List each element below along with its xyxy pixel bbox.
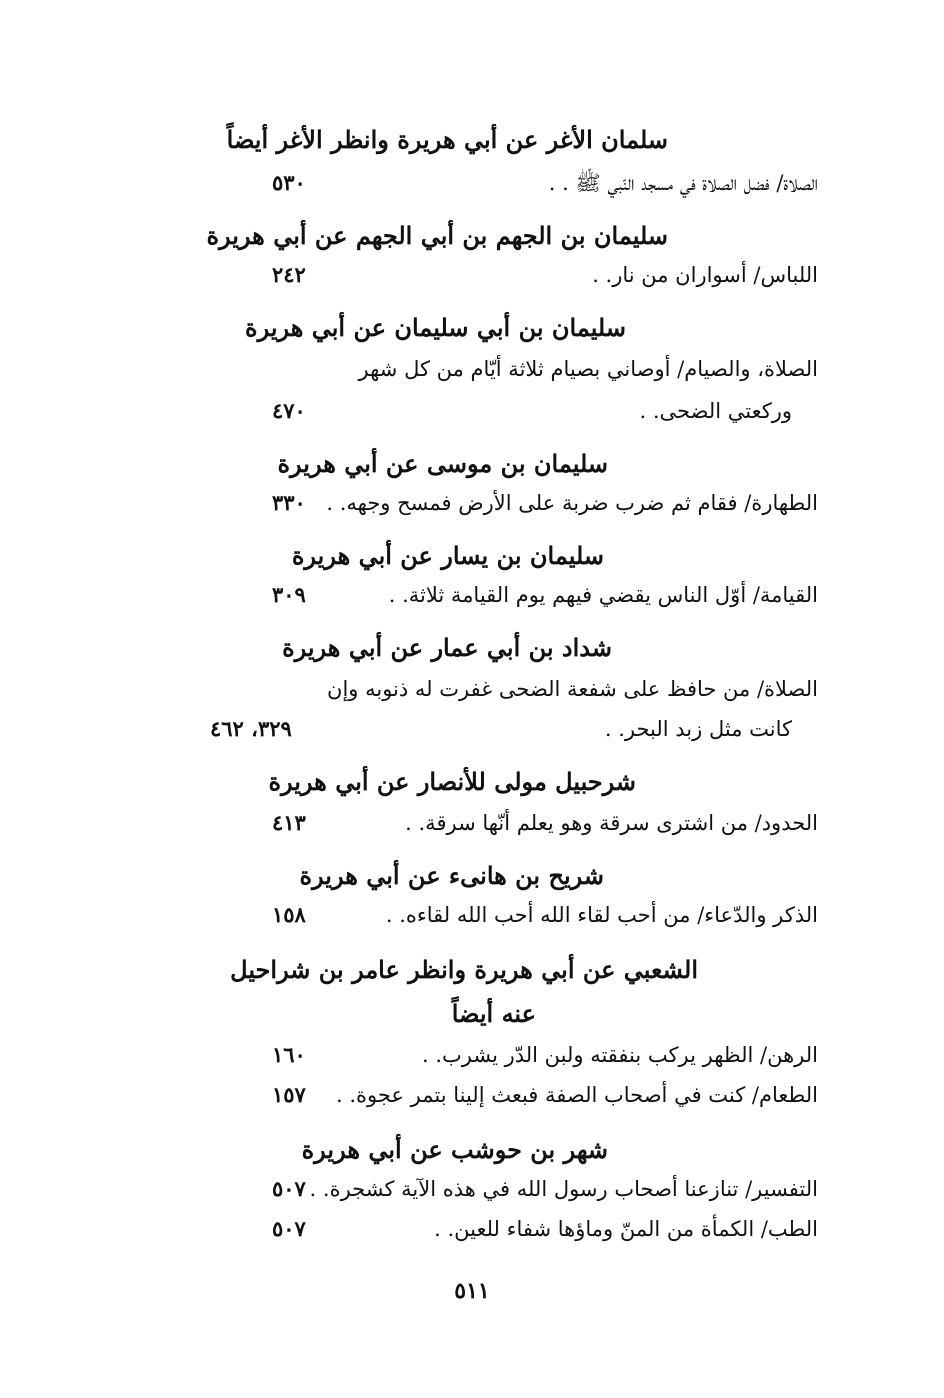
page-reference: ٤٧٠ <box>272 398 306 423</box>
section-heading: شرحبيل مولى للأنصار عن أبي هريرة <box>268 767 636 796</box>
entry-continuation: كانت مثل زبد البحر. . <box>604 717 792 741</box>
entry-text: الحدود/ من اشترى سرقة وهو يعلم أنّها سرقة. . <box>405 811 818 835</box>
entry-text: الطعام/ كنت في أصحاب الصفة فبعث إلينا بتمر عجوة. . <box>336 1083 818 1107</box>
section-heading: سليمان بن الجهم بن أبي الجهم عن أبي هريرة <box>206 221 668 250</box>
page-reference: ٤١٣ <box>272 810 306 835</box>
section-heading: شهر بن حوشب عن أبي هريرة <box>301 1135 608 1164</box>
section-heading: شريح بن هانىء عن أبي هريرة <box>299 861 604 890</box>
page-reference: ٢٤٢ <box>272 262 306 287</box>
page-reference: ١٥٨ <box>272 902 306 927</box>
page-reference: ١٦٠ <box>272 1042 306 1067</box>
page-reference: ٥٠٧ <box>272 1176 306 1201</box>
entry-text: الطهارة/ فقام ثم ضرب ضربة على الأرض فمسح وجهه. . <box>326 491 818 515</box>
entry-text: الصلاة/ من حافظ على شفعة الضحى غفرت له ذنوبه وإن <box>327 677 818 701</box>
entry-text: الصلاة، والصيام/ أوصاني بصيام ثلاثة أيّام من كل شهر <box>358 357 818 381</box>
section-heading: الشعبي عن أبي هريرة وانظر عامر بن شراحيل <box>230 955 698 984</box>
page-reference: ١٥٧ <box>272 1082 306 1107</box>
page-reference: ٥٠٧ <box>272 1216 306 1241</box>
page-reference: ٥٣٠ <box>272 170 306 195</box>
entry-text: الطب/ الكمأة من المنّ وماؤها شفاء للعين. . <box>434 1217 818 1241</box>
entry-text: الرهن/ الظهر يركب بنفقته ولبن الدّر يشرب. . <box>421 1043 818 1067</box>
section-heading-line2: عنه أيضاً <box>451 999 536 1028</box>
page-number: ٥١١ <box>454 1278 490 1304</box>
page-reference: ٣٠٩ <box>272 582 306 607</box>
section-heading: سلمان الأغر عن أبي هريرة وانظر الأغر أيضاً <box>226 125 668 154</box>
entry-text: الصلاة/ فضل الصلاة في مسجد النّبي ﷺ . . <box>548 171 818 195</box>
entry-text: القيامة/ أوّل الناس يقضي فيهم يوم القيامة ثلاثة. . <box>388 583 818 607</box>
page-reference: ٣٢٩، ٤٦٢ <box>210 716 292 741</box>
page-reference: ٣٣٠ <box>272 490 306 515</box>
section-heading: سليمان بن أبي سليمان عن أبي هريرة <box>245 313 626 342</box>
section-heading: سليمان بن موسى عن أبي هريرة <box>277 449 608 478</box>
entry-text: الذكر والدّعاء/ من أحب لقاء الله أحب الله لقاءه. . <box>385 903 818 927</box>
section-heading: شداد بن أبي عمار عن أبي هريرة <box>282 633 612 662</box>
section-heading: سليمان بن يسار عن أبي هريرة <box>291 541 604 570</box>
entry-text: اللباس/ أسواران من نار. . <box>592 263 818 287</box>
entry-text: التفسير/ تنازعنا أصحاب رسول الله في هذه الآية كشجرة. . <box>309 1177 818 1201</box>
entry-continuation: وركعتي الضحى. . <box>639 399 792 423</box>
